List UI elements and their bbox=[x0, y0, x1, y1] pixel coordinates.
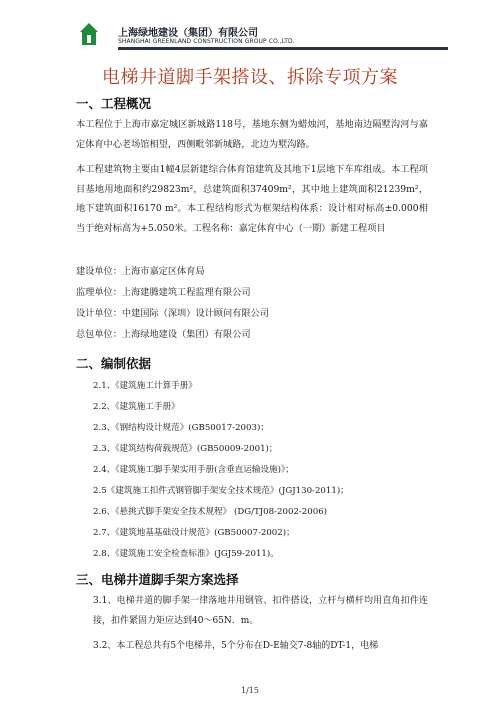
reference-item: 2.3、《钢结构设计规范》(GB50017-2003)； bbox=[93, 423, 269, 433]
unit-owner: 建设单位：上海市嘉定区体育局 bbox=[76, 266, 205, 277]
unit-contractor: 总包单位：上海绿地建设（集团）有限公司 bbox=[76, 329, 251, 340]
section-3-paragraph-2: 3.2、本工程总共有5个电梯井，5个分布在D-E轴交7-8轴的DT-1，电梯 bbox=[93, 641, 379, 651]
reference-item: 2.8、《建筑施工安全检查标准》(JGJ59-2011)。 bbox=[93, 549, 279, 559]
reference-item: 2.2、《建筑施工手册》 bbox=[93, 402, 180, 412]
reference-item: 2.4、《建筑施工脚手架实用手册(含垂直运输设施)》； bbox=[93, 465, 294, 475]
page-header bbox=[78, 20, 448, 52]
company-logo-icon bbox=[78, 20, 100, 46]
unit-supervisor: 监理单位：上海建腾建筑工程监理有限公司 bbox=[76, 287, 251, 298]
section-1-paragraph-1: 本工程位于上海市嘉定城区新城路118号，基地东侧为蜡烛河，基地南边隔墅沟河与嘉定体育中心老场馆相望，西侧毗邻新城路，北边为墅沟路。 bbox=[76, 119, 428, 150]
reference-item: 2.6、《悬挑式脚手架安全技术规程》 (DG/TJ08-2002-2006) bbox=[93, 507, 328, 517]
section-2-heading: 二、编制依据 bbox=[76, 356, 152, 371]
header-rule bbox=[118, 47, 448, 50]
reference-item: 2.1、《建筑施工计算手册》 bbox=[93, 381, 197, 391]
reference-item: 2.3、《建筑结构荷载规范》(GB50009-2001)； bbox=[93, 444, 278, 454]
section-1-heading: 一、工程概况 bbox=[76, 96, 152, 111]
reference-item: 2.5《建筑施工扣件式钢管脚手架安全技术规范》(JGJ130-2011)； bbox=[93, 486, 349, 496]
document-title: 电梯井道脚手架搭设、拆除专项方案 bbox=[102, 67, 398, 88]
section-1-paragraph-2: 本工程建筑物主要由1幢4层新建综合体育馆建筑及其地下1层地下车库组成。本工程项目基地用地面积约29823m²，总建筑面积37409m²，其中地上建筑面积21239m²，地下建筑面积16170 m²。本工程结构形式为框架结构体系：设计相对标高±0.000相当于绝对标高为+5.050米。工程名称：嘉定体育中心（一期）新建工程项目 bbox=[76, 164, 428, 234]
page-number: 1/15 bbox=[241, 686, 259, 695]
unit-designer: 设计单位：中建国际（深圳）设计顾问有限公司 bbox=[76, 308, 269, 319]
section-3-paragraph-1: 3.1、电梯井道的脚手架一律落地井用钢管、扣件搭设，立杆与横杆均用直角扣件连接，扣件紧固力矩应达到40～65N．m。 bbox=[93, 596, 428, 626]
reference-item: 2.7、《建筑地基基础设计规范》(GB50007-2002)； bbox=[93, 528, 295, 538]
section-3-heading: 三、电梯井道脚手架方案选择 bbox=[76, 572, 239, 587]
company-name-cn: 上海绿地建设（集团）有限公司 bbox=[118, 28, 258, 39]
company-name-en: SHANGHAI GREENLAND CONSTRUCTION GROUP CO.,LTD. bbox=[118, 38, 295, 45]
